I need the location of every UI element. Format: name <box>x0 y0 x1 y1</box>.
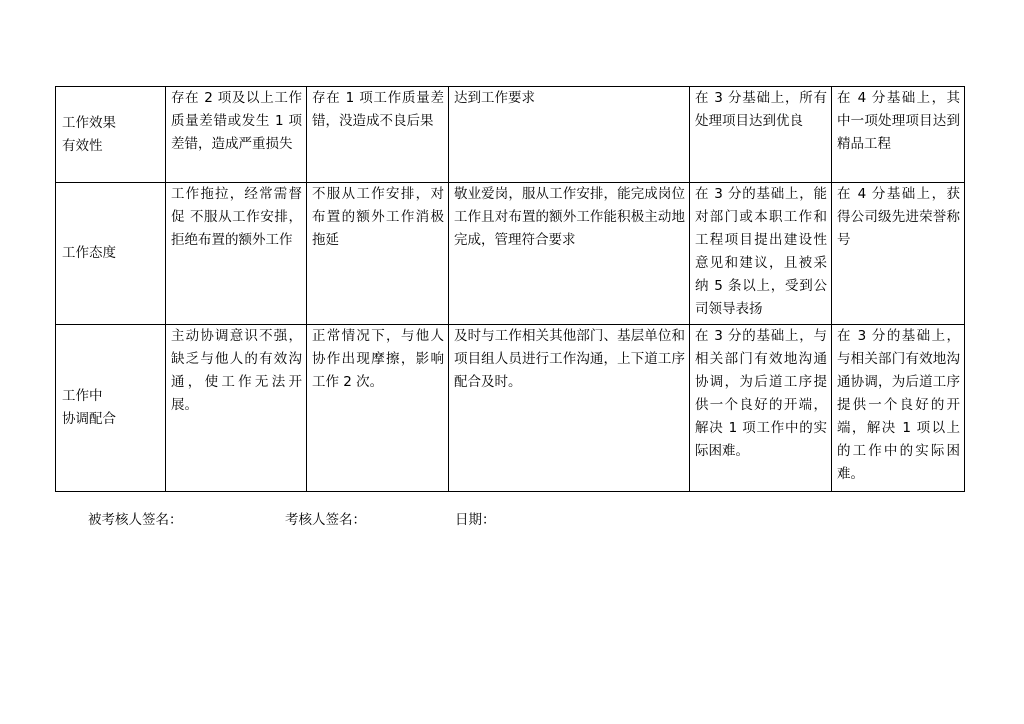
table-cell: 敬业爱岗，服从工作安排，能完成岗位工作且对布置的额外工作能积极主动地完成，管理符合要求 <box>449 183 690 325</box>
table-cell: 在 3 分的基础上，与相关部门有效地沟通协调，为后道工序提供一个良好的开端，解决 1 项工作中的实际困难。 <box>690 325 832 492</box>
table-row <box>56 183 965 325</box>
table-cell: 主动协调意识不强，缺乏与他人的有效沟通，使工作无法开展。 <box>166 325 307 492</box>
table-cell: 在 3 分的基础上，与相关部门有效地沟通协调，为后道工序提供一个良好的开端，解决 1 项以上的工作中的实际困难。 <box>832 325 965 492</box>
table-cell: 在 3 分的基础上，能对部门或本职工作和工程项目提出建设性意见和建议，且被采纳 5 条以上，受到公司领导表扬 <box>690 183 832 325</box>
date-label: 日期： <box>455 512 496 528</box>
table-cell: 达到工作要求 <box>449 87 690 183</box>
row-category: 工作效果 有效性 <box>56 87 166 183</box>
table-row <box>56 87 965 183</box>
row-category: 工作中 协调配合 <box>56 325 166 492</box>
row-category: 工作态度 <box>56 183 166 325</box>
table-cell: 在 4 分基础上，获得公司级先进荣誉称号 <box>832 183 965 325</box>
table-cell: 在 4 分基础上，其中一项处理项目达到精品工程 <box>832 87 965 183</box>
table-cell: 正常情况下，与他人协作出现摩擦，影响工作 2 次。 <box>307 325 449 492</box>
table-cell: 在 3 分基础上，所有处理项目达到优良 <box>690 87 832 183</box>
table-cell: 及时与工作相关其他部门、基层单位和项目组人员进行工作沟通，上下道工序配合及时。 <box>449 325 690 492</box>
table-cell: 不服从工作安排，对布置的额外工作消极拖延 <box>307 183 449 325</box>
evaluation-table <box>55 86 965 492</box>
examinee-signature-label: 被考核人签名： <box>88 512 183 528</box>
examiner-signature-label: 考核人签名： <box>285 512 366 528</box>
table-cell: 工作拖拉，经常需督促 不服从工作安排，拒绝布置的额外工作 <box>166 183 307 325</box>
table-row <box>56 325 965 492</box>
table-cell: 存在 1 项工作质量差错，没造成不良后果 <box>307 87 449 183</box>
table-cell: 存在 2 项及以上工作质量差错或发生 1 项差错，造成严重损失 <box>166 87 307 183</box>
